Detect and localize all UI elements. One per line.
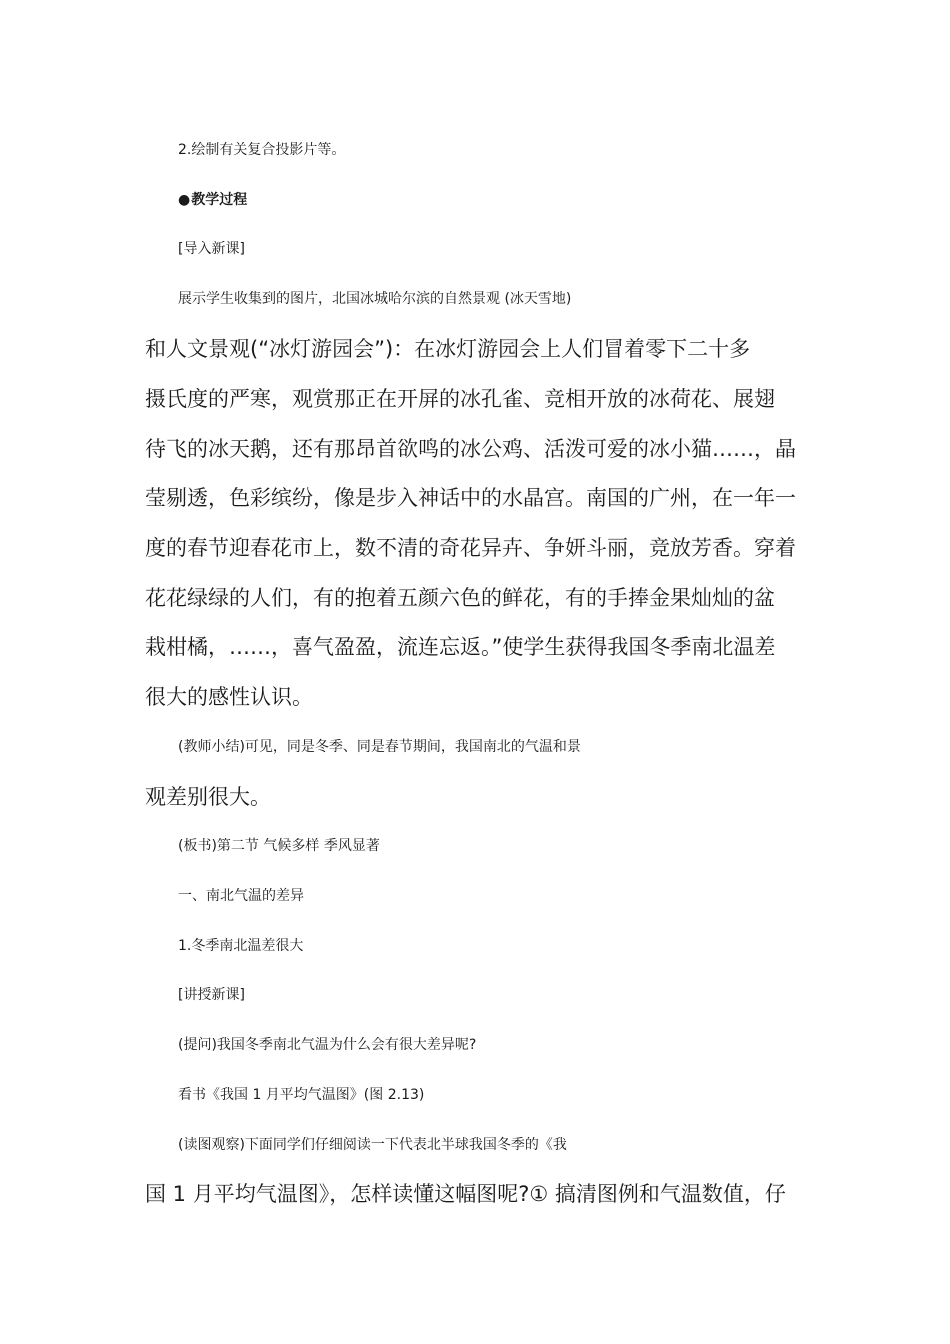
paragraph-line: (板书)第二节 气候多样 季风显著 bbox=[178, 838, 380, 854]
paragraph-line: 度的春节迎春花市上，数不清的奇花异卉、争妍斗丽，竞放芳香。穿着 bbox=[145, 536, 796, 560]
paragraph-line: 2.绘制有关复合投影片等。 bbox=[178, 142, 346, 158]
paragraph-line: 一、南北气温的差异 bbox=[178, 888, 304, 904]
paragraph-line: 很大的感性认识。 bbox=[145, 685, 313, 709]
paragraph-line: 1.冬季南北温差很大 bbox=[178, 938, 304, 954]
heading-text: 教学过程 bbox=[191, 192, 248, 208]
paragraph-line: 莹剔透，色彩缤纷，像是步入神话中的水晶宫。南国的广州，在一年一 bbox=[145, 486, 796, 510]
paragraph-line: (读图观察)下面同学们仔细阅读一下代表北半球我国冬季的《我 bbox=[178, 1137, 567, 1153]
paragraph-line: 和人文景观(“冰灯游园会”)：在冰灯游园会上人们冒着零下二十多 bbox=[145, 337, 751, 361]
paragraph-line: 栽柑橘，……，喜气盈盈，流连忘返。”使学生获得我国冬季南北温差 bbox=[145, 635, 776, 659]
paragraph-line: (教师小结)可见，同是冬季、同是春节期间，我国南北的气温和景 bbox=[178, 739, 581, 755]
paragraph-line: 待飞的冰天鹅，还有那昂首欲鸣的冰公鸡、活泼可爱的冰小猫……，晶 bbox=[145, 437, 796, 461]
paragraph-line: [导入新课] bbox=[178, 241, 245, 257]
paragraph-line: 看书《我国 1 月平均气温图》(图 2.13) bbox=[178, 1087, 425, 1103]
paragraph-line: 花花绿绿的人们，有的抱着五颜六色的鲜花，有的手捧金果灿灿的盆 bbox=[145, 586, 775, 610]
paragraph-line: 展示学生收集到的图片，北国冰城哈尔滨的自然景观 (冰天雪地) bbox=[178, 291, 572, 307]
paragraph-line: [讲授新课] bbox=[178, 987, 245, 1003]
section-heading bbox=[178, 188, 843, 214]
paragraph-line: 摄氏度的严寒，观赏那正在开屏的冰孔雀、竞相开放的冰荷花、展翅 bbox=[145, 387, 775, 411]
paragraph-line: 观差别很大。 bbox=[145, 785, 271, 809]
bullet-icon: ● bbox=[178, 192, 191, 208]
paragraph-line: 国 1 月平均气温图》，怎样读懂这幅图呢?① 搞清图例和气温数值，仔 bbox=[145, 1182, 786, 1206]
paragraph-line: (提问)我国冬季南北气温为什么会有很大差异呢? bbox=[178, 1037, 477, 1053]
